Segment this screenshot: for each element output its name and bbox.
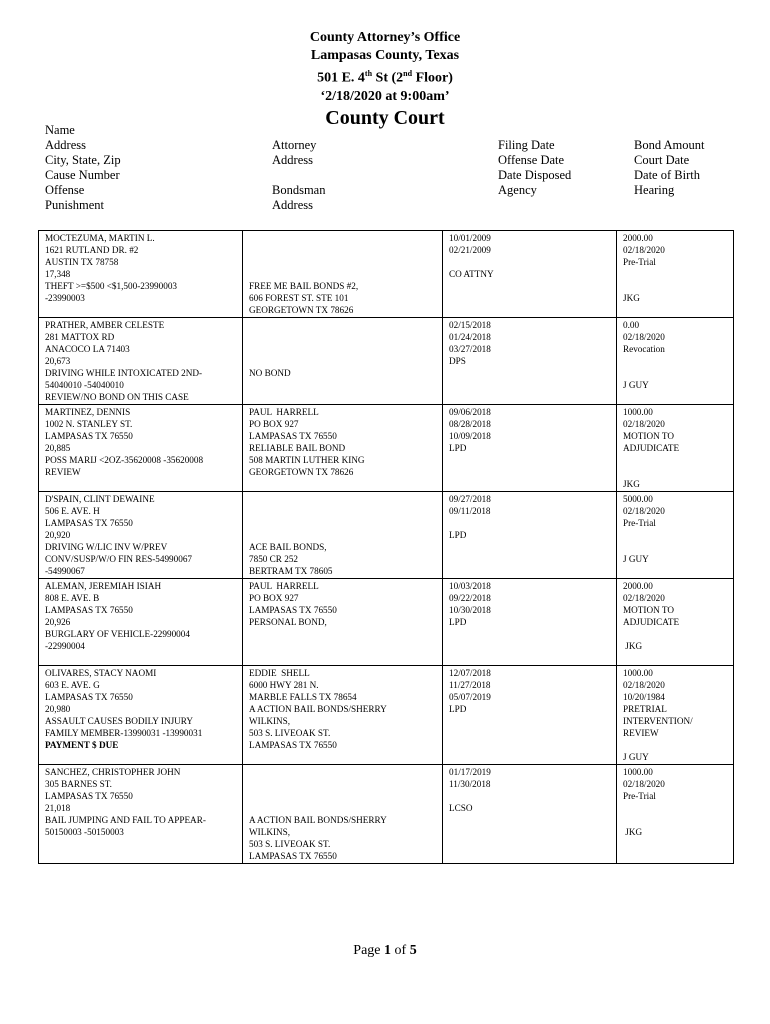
cell-line: BURGLARY OF VEHICLE-22990004 (45, 629, 190, 639)
cell-line: WILKINS, (249, 827, 291, 837)
cell-line (623, 652, 727, 664)
cell-line: 506 E. AVE. H (45, 506, 100, 516)
table-cell (617, 231, 734, 318)
cell-line (249, 628, 436, 640)
cell-line (249, 640, 436, 652)
cell-line: PERSONAL BOND, (249, 617, 327, 627)
cell-line: PAYMENT $ DUE (45, 740, 119, 750)
office-title: County Attorney’s Office (309, 30, 461, 45)
labels-col4 (634, 138, 705, 198)
column-label: Name (45, 123, 75, 137)
column-label: Date Disposed (498, 168, 572, 182)
cell-line: 17,348 (45, 269, 71, 279)
cell-line: FAMILY MEMBER-13990031 -13990031 (45, 728, 203, 738)
cell-line: AUSTIN TX 78758 (45, 257, 119, 267)
cell-line: 1000.00 (623, 668, 653, 678)
table-row (39, 318, 734, 405)
cell-line: CO ATTNY (449, 269, 494, 279)
cell-line (249, 268, 436, 280)
cell-line: 01/17/2019 (449, 767, 491, 777)
cell-line: 606 FOREST ST. STE 101 (249, 293, 349, 303)
labels-col3 (498, 138, 571, 198)
cell-line (45, 478, 236, 490)
table-cell (443, 318, 617, 405)
cell-line: LPD (449, 530, 467, 540)
cell-line: 20,673 (45, 356, 71, 366)
cell-line (623, 802, 727, 814)
court-title: County Court (325, 106, 445, 129)
cell-line: PAUL HARRELL (249, 581, 319, 591)
cell-line (249, 391, 436, 403)
cell-line: 02/18/2020 (623, 593, 665, 603)
cell-line: D'SPAIN, CLINT DEWAINE (45, 494, 155, 504)
cell-line: ADJUDICATE (623, 443, 680, 453)
cell-line: LPD (449, 704, 467, 714)
cell-line: J GUY (623, 380, 649, 390)
cell-line: JKG (623, 293, 640, 303)
cell-line: ACE BAIL BONDS, (249, 542, 327, 552)
cell-line: LAMPASAS TX 76550 (249, 605, 337, 615)
column-label: Bondsman (272, 183, 326, 197)
cell-line: Pre-Trial (623, 791, 656, 801)
table-cell (39, 765, 243, 864)
cell-line: BAIL JUMPING AND FAIL TO APPEAR- (45, 815, 206, 825)
cell-line: -54990067 (45, 566, 85, 576)
table-cell (443, 666, 617, 765)
table-cell (443, 765, 617, 864)
document-header (0, 29, 770, 130)
cell-line (449, 628, 610, 640)
cell-line (623, 565, 727, 577)
cell-line: 2000.00 (623, 581, 653, 591)
cell-line: OLIVARES, STACY NAOMI (45, 668, 157, 678)
docket-body (39, 231, 734, 864)
cell-line: 50150003 -50150003 (45, 827, 124, 837)
cell-line (249, 802, 436, 814)
cell-line: PRATHER, AMBER CELESTE (45, 320, 165, 330)
column-label: Attorney (272, 138, 317, 152)
cell-line: LAMPASAS TX 76550 (45, 692, 133, 702)
cell-line: 20,980 (45, 704, 71, 714)
cell-line (623, 814, 727, 826)
table-row (39, 765, 734, 864)
cell-line: 7850 CR 252 (249, 554, 299, 564)
cell-line: 01/24/2018 (449, 332, 491, 342)
cell-line: MARTINEZ, DENNIS (45, 407, 131, 417)
cell-line (449, 838, 610, 850)
cell-line: 02/21/2009 (449, 245, 491, 255)
cell-line: 09/27/2018 (449, 494, 491, 504)
cell-line: 0.00 (623, 320, 640, 330)
cell-line: CONV/SUSP/W/O FIN RES-54990067 (45, 554, 193, 564)
cell-line: Pre-Trial (623, 518, 656, 528)
cell-line: MOCTEZUMA, MARTIN L. (45, 233, 155, 243)
cell-line: 02/18/2020 (623, 245, 665, 255)
cell-line: 508 MARTIN LUTHER KING (249, 455, 365, 465)
cell-line (249, 319, 436, 331)
cell-line: 11/27/2018 (449, 680, 491, 690)
cell-line (623, 739, 727, 751)
cell-line: INTERVENTION/ (623, 716, 693, 726)
cell-line: 10/20/1984 (623, 692, 665, 702)
cell-line: REVIEW/NO BOND ON THIS CASE (45, 392, 189, 402)
cell-line: LAMPASAS TX 76550 (249, 740, 337, 750)
table-row (39, 405, 734, 492)
table-cell (39, 231, 243, 318)
column-label: Agency (498, 183, 537, 197)
cell-line (623, 541, 727, 553)
cell-line: MARBLE FALLS TX 78654 (249, 692, 357, 702)
cell-line: LPD (449, 617, 467, 627)
cell-line: BERTRAM TX 78605 (249, 566, 333, 576)
table-cell (243, 666, 443, 765)
cell-line: ADJUDICATE (623, 617, 680, 627)
table-cell (617, 492, 734, 579)
column-label: Date of Birth (634, 168, 700, 182)
cell-line: 02/18/2020 (623, 680, 665, 690)
table-row (39, 579, 734, 666)
table-row (39, 231, 734, 318)
cell-line (449, 304, 610, 316)
cell-line (449, 826, 610, 838)
column-label: Court Date (634, 153, 690, 167)
table-cell (617, 666, 734, 765)
table-cell (39, 666, 243, 765)
page-total: 5 (409, 943, 417, 958)
cell-line: WILKINS, (249, 716, 291, 726)
cell-line: 02/15/2018 (449, 320, 491, 330)
cell-line (45, 838, 236, 850)
cell-line (449, 565, 610, 577)
cell-line (623, 391, 727, 403)
cell-line (449, 541, 610, 553)
cell-line (449, 280, 610, 292)
cell-line: PAUL HARRELL (249, 407, 319, 417)
cell-line (623, 367, 727, 379)
cell-line: 08/28/2018 (449, 419, 491, 429)
cell-line: 503 S. LIVEOAK ST. (249, 839, 331, 849)
table-cell (617, 405, 734, 492)
cell-line: REVIEW (45, 467, 81, 477)
table-cell (243, 405, 443, 492)
column-label: Filing Date (498, 138, 555, 152)
cell-line: 6000 HWY 281 N. (249, 680, 319, 690)
cell-line (623, 529, 727, 541)
column-label: Address (272, 198, 313, 212)
column-label: City, State, Zip (45, 153, 121, 167)
table-row (39, 666, 734, 765)
cell-line: 05/07/2019 (449, 692, 491, 702)
cell-line: 808 E. AVE. B (45, 593, 100, 603)
cell-line (449, 652, 610, 664)
cell-line: PRETRIAL (623, 704, 667, 714)
labels-col1 (45, 123, 121, 213)
cell-line: 11/30/2018 (449, 779, 491, 789)
cell-line: 20,920 (45, 530, 71, 540)
cell-line (249, 379, 436, 391)
cell-line: JKG (623, 479, 640, 489)
cell-line (449, 727, 610, 739)
cell-line: 1621 RUTLAND DR. #2 (45, 245, 139, 255)
cell-line (249, 529, 436, 541)
cell-line: 20,885 (45, 443, 71, 453)
table-cell (443, 231, 617, 318)
cell-line: LPD (449, 443, 467, 453)
cell-line: EDDIE SHELL (249, 668, 310, 678)
cell-line: 12/07/2018 (449, 668, 491, 678)
cell-line (45, 652, 236, 664)
cell-line: MOTION TO (623, 431, 674, 441)
cell-line: ALEMAN, JEREMIAH ISIAH (45, 581, 162, 591)
cell-line: 03/27/2018 (449, 344, 491, 354)
cell-line: POSS MARIJ <2OZ-35620008 -35620008 (45, 455, 204, 465)
session-datetime: ‘2/18/2020 at 9:00am’ (320, 88, 450, 104)
cell-line: THEFT >=$500 <$1,500-23990003 (45, 281, 178, 291)
cell-line: ASSAULT CAUSES BODILY INJURY (45, 716, 194, 726)
cell-line: J GUY (623, 752, 649, 762)
table-cell (243, 318, 443, 405)
column-label: Offense Date (498, 153, 565, 167)
cell-line: -22990004 (45, 641, 85, 651)
cell-line (249, 505, 436, 517)
cell-line: 02/18/2020 (623, 332, 665, 342)
column-label: Hearing (634, 183, 675, 197)
cell-line: 09/22/2018 (449, 593, 491, 603)
address-line: 501 E. 4th St (2nd Floor) (317, 69, 453, 86)
cell-line (249, 493, 436, 505)
cell-line: LAMPASAS TX 76550 (45, 431, 133, 441)
cell-line: 10/30/2018 (449, 605, 491, 615)
cell-line: 09/06/2018 (449, 407, 491, 417)
table-cell (243, 765, 443, 864)
cell-line (449, 466, 610, 478)
cell-line: ANACOCO LA 71403 (45, 344, 130, 354)
cell-line: DPS (449, 356, 466, 366)
cell-line: Pre-Trial (623, 257, 656, 267)
table-row (39, 492, 734, 579)
cell-line: 09/11/2018 (449, 506, 491, 516)
cell-line (623, 355, 727, 367)
cell-line: GEORGETOWN TX 78626 (249, 467, 354, 477)
docket-table (38, 230, 734, 864)
cell-line: Revocation (623, 344, 665, 354)
cell-line: 02/18/2020 (623, 779, 665, 789)
table-cell (443, 405, 617, 492)
cell-line (449, 715, 610, 727)
column-label: Address (272, 153, 313, 167)
column-label: Bond Amount (634, 138, 705, 152)
cell-line: A ACTION BAIL BONDS/SHERRY (249, 704, 387, 714)
cell-line: 305 BARNES ST. (45, 779, 112, 789)
cell-line: LAMPASAS TX 76550 (249, 851, 337, 861)
cell-line: 10/09/2018 (449, 431, 491, 441)
cell-line: -23990003 (45, 293, 85, 303)
cell-line (449, 478, 610, 490)
cell-line: LAMPASAS TX 76550 (45, 605, 133, 615)
cell-line (623, 454, 727, 466)
table-cell (617, 579, 734, 666)
cell-line (249, 766, 436, 778)
cell-line (449, 292, 610, 304)
table-cell (243, 579, 443, 666)
cell-line: NO BOND (249, 368, 291, 378)
table-cell (243, 492, 443, 579)
cell-line: PO BOX 927 (249, 593, 299, 603)
column-label (272, 168, 325, 183)
cell-line (449, 391, 610, 403)
cell-line: RELIABLE BAIL BOND (249, 443, 346, 453)
cell-line: PO BOX 927 (249, 419, 299, 429)
cell-line: 54040010 -54040010 (45, 380, 124, 390)
cell-line (449, 379, 610, 391)
cell-line (623, 466, 727, 478)
cell-line: 02/18/2020 (623, 506, 665, 516)
cell-line (249, 517, 436, 529)
cell-line (449, 256, 610, 268)
cell-line (623, 304, 727, 316)
cell-line: LCSO (449, 803, 473, 813)
cell-line: FREE ME BAIL BONDS #2, (249, 281, 359, 291)
cell-line (449, 790, 610, 802)
table-cell (39, 579, 243, 666)
cell-line (249, 256, 436, 268)
cell-line (249, 232, 436, 244)
cell-line: GEORGETOWN TX 78626 (249, 305, 354, 315)
cell-line (623, 280, 727, 292)
cell-line (249, 244, 436, 256)
cell-line (249, 778, 436, 790)
cell-line: MOTION TO (623, 605, 674, 615)
cell-line: 2000.00 (623, 233, 653, 243)
cell-line: 21,018 (45, 803, 71, 813)
table-cell (617, 318, 734, 405)
cell-line: DRIVING WHILE INTOXICATED 2ND- (45, 368, 203, 378)
cell-line (623, 628, 727, 640)
cell-line: 1000.00 (623, 407, 653, 417)
cell-line: 02/18/2020 (623, 419, 665, 429)
table-cell (39, 492, 243, 579)
cell-line: REVIEW (623, 728, 659, 738)
cell-line: DRIVING W/LIC INV W/PREV (45, 542, 168, 552)
cell-line: SANCHEZ, CHRISTOPHER JOHN (45, 767, 181, 777)
cell-line (45, 304, 236, 316)
cell-line (249, 343, 436, 355)
cell-line: 20,926 (45, 617, 71, 627)
labels-col2 (272, 138, 325, 213)
cell-line: 603 E. AVE. G (45, 680, 100, 690)
cell-line: 5000.00 (623, 494, 653, 504)
table-cell (443, 492, 617, 579)
page-footer: Page 1 of 5 (353, 943, 417, 958)
cell-line (249, 478, 436, 490)
cell-line (449, 517, 610, 529)
table-cell (617, 765, 734, 864)
cell-line: JKG (623, 641, 643, 651)
county-line: Lampasas County, Texas (310, 48, 460, 63)
table-cell (39, 405, 243, 492)
column-label: Offense (45, 183, 85, 197)
cell-line (449, 454, 610, 466)
cell-line: J GUY (623, 554, 649, 564)
cell-line: JKG (623, 827, 643, 837)
cell-line (449, 553, 610, 565)
cell-line: 10/01/2009 (449, 233, 491, 243)
cell-line: 1000.00 (623, 767, 653, 777)
cell-line: A ACTION BAIL BONDS/SHERRY (249, 815, 387, 825)
cell-line: 281 MATTOX RD (45, 332, 115, 342)
cell-line: LAMPASAS TX 76550 (249, 431, 337, 441)
cell-line: 1002 N. STANLEY ST. (45, 419, 133, 429)
cell-line (623, 838, 727, 850)
cell-line (249, 790, 436, 802)
cell-line: LAMPASAS TX 76550 (45, 518, 133, 528)
column-label: Punishment (45, 198, 105, 212)
cell-line (249, 652, 436, 664)
table-cell (443, 579, 617, 666)
cell-line (449, 640, 610, 652)
cell-line (623, 268, 727, 280)
table-cell (243, 231, 443, 318)
column-label: Cause Number (45, 168, 120, 182)
cell-line: 503 S. LIVEOAK ST. (249, 728, 331, 738)
cell-line (249, 331, 436, 343)
cell-line (449, 739, 610, 751)
table-cell (39, 318, 243, 405)
cell-line: LAMPASAS TX 76550 (45, 791, 133, 801)
page-current: 1 (384, 943, 392, 958)
column-label: Address (45, 138, 86, 152)
cell-line (249, 355, 436, 367)
cell-line: 10/03/2018 (449, 581, 491, 591)
cell-line (449, 814, 610, 826)
cell-line (449, 367, 610, 379)
